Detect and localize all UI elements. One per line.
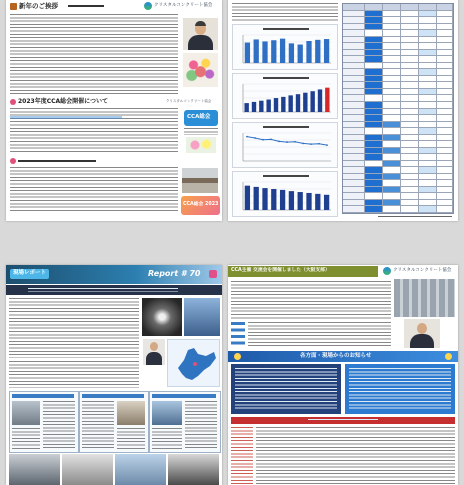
portrait-head bbox=[417, 323, 427, 334]
chart-point bbox=[278, 140, 280, 142]
card-photo bbox=[152, 401, 182, 425]
chart-bar bbox=[298, 45, 303, 63]
chart-bar bbox=[280, 190, 285, 210]
card-text bbox=[117, 428, 145, 449]
chart-bar bbox=[289, 43, 294, 63]
speaker-portrait-photo bbox=[404, 319, 440, 348]
construction-photo bbox=[184, 298, 220, 336]
meeting-result-body-text bbox=[10, 167, 178, 211]
chart-bar bbox=[288, 95, 292, 112]
section-bullet-icon bbox=[10, 158, 16, 164]
map-island-shape bbox=[168, 340, 219, 386]
chart-bar bbox=[324, 195, 329, 210]
site-statistics-table bbox=[342, 3, 454, 214]
title-bullet-icon bbox=[10, 3, 17, 10]
chart-point bbox=[246, 136, 248, 138]
portrait-hair bbox=[195, 21, 206, 26]
chart-bar bbox=[266, 100, 270, 112]
chart-bar bbox=[271, 40, 276, 63]
flowers-photo bbox=[186, 137, 216, 153]
chart-point bbox=[254, 137, 256, 139]
building-photo bbox=[394, 279, 455, 317]
chart-bar bbox=[324, 39, 329, 63]
newsletter-page-statistics bbox=[228, 0, 458, 221]
meeting-room-photo bbox=[182, 168, 218, 193]
map-site-marker bbox=[193, 362, 197, 366]
report-subtitle-text bbox=[28, 288, 178, 292]
chart-bar bbox=[274, 98, 278, 112]
announcement-box-text bbox=[349, 368, 451, 410]
report-accent-icon bbox=[209, 270, 217, 278]
chart-point bbox=[286, 141, 288, 143]
chart-title-line bbox=[263, 175, 309, 177]
chart-plot-3 bbox=[235, 131, 335, 166]
general-meeting-badge-label: CCA総会 bbox=[187, 114, 211, 120]
chart-bar bbox=[280, 39, 285, 63]
chart-point bbox=[310, 143, 312, 145]
flower-basket-photo bbox=[183, 53, 218, 87]
report-body-text-2 bbox=[9, 361, 139, 388]
chart-title-line bbox=[263, 77, 309, 79]
chart-plot-1 bbox=[235, 33, 335, 68]
table-cell bbox=[383, 206, 401, 213]
chart-series-line bbox=[247, 137, 327, 145]
chart-bar bbox=[315, 40, 320, 63]
portrait-head bbox=[150, 342, 158, 351]
table-cell bbox=[437, 206, 453, 213]
detail-label-marker bbox=[231, 322, 245, 346]
card-text bbox=[12, 428, 40, 449]
highlighted-text-line bbox=[10, 116, 122, 119]
exchange-meeting-details-text bbox=[248, 322, 391, 348]
site-report-tag: 現場レポート bbox=[10, 269, 49, 279]
chart-bar bbox=[306, 193, 311, 210]
chart-bar bbox=[306, 41, 311, 63]
section-logo-text: クリスタルコンクリート協会 bbox=[166, 99, 212, 103]
chart-panel-1 bbox=[232, 24, 338, 70]
section-heading-general-meeting: 2023年度CCA総会開催について bbox=[18, 98, 109, 105]
table-footnote-line bbox=[378, 216, 452, 217]
exchange-meeting-title: CCA主催 交流会を開催しました（大阪支部） bbox=[231, 268, 330, 273]
chart-point bbox=[262, 139, 264, 141]
greeting-author-line bbox=[68, 5, 104, 7]
hokkaido-map bbox=[167, 339, 220, 387]
chart-bar bbox=[315, 194, 320, 210]
chart-bar bbox=[262, 188, 267, 210]
notice-date-column bbox=[231, 427, 253, 484]
report-card-3 bbox=[149, 391, 221, 453]
newsletter-page-exchange-meeting bbox=[228, 265, 458, 485]
card-text bbox=[82, 401, 114, 449]
association-logo-text: クリスタルコンクリート協会 bbox=[393, 268, 452, 273]
association-logo-text: クリスタルコンクリート協会 bbox=[154, 3, 213, 8]
section-bullet-icon bbox=[10, 99, 16, 105]
table-cell bbox=[365, 206, 383, 213]
card-text bbox=[43, 401, 75, 449]
tunnel-photo bbox=[142, 298, 182, 336]
chart-point bbox=[326, 144, 328, 146]
logo-mark-icon bbox=[383, 267, 391, 275]
chairman-portrait-photo bbox=[183, 18, 218, 50]
site-photo-1 bbox=[9, 454, 60, 485]
exchange-meeting-body-text bbox=[231, 281, 391, 319]
site-photo-3 bbox=[115, 454, 166, 485]
card-photo bbox=[117, 401, 145, 425]
chart-title-line bbox=[263, 126, 309, 128]
general-meeting-2023-badge bbox=[181, 196, 220, 215]
chart-point bbox=[270, 138, 272, 140]
engineer-portrait-photo bbox=[143, 339, 165, 365]
greeting-body-text bbox=[10, 14, 178, 96]
chart-bar bbox=[254, 39, 259, 63]
announcement-box-text bbox=[235, 368, 337, 410]
chart-point bbox=[318, 143, 320, 145]
card-photo bbox=[12, 401, 40, 425]
report-card-2 bbox=[79, 391, 149, 453]
chart-bar bbox=[259, 101, 263, 112]
chart-bar bbox=[281, 97, 285, 112]
portrait-suit bbox=[188, 35, 213, 50]
banner-right-icon bbox=[445, 353, 452, 360]
site-photo-4 bbox=[168, 454, 219, 485]
newsletter-page-site-report bbox=[6, 265, 222, 485]
table-cell bbox=[401, 206, 419, 213]
chart-bar bbox=[318, 89, 322, 112]
table-cell bbox=[343, 206, 365, 213]
statistics-intro-text bbox=[232, 3, 338, 21]
section-heading-line bbox=[18, 160, 96, 162]
chart-bar bbox=[310, 91, 314, 112]
notice-heading-text bbox=[308, 419, 378, 422]
chart-plot-4 bbox=[235, 180, 335, 215]
chart-panel-2 bbox=[232, 73, 338, 119]
chart-point bbox=[294, 141, 296, 143]
chart-bar bbox=[252, 102, 256, 112]
portrait-suit bbox=[410, 334, 434, 348]
report-number: Report # 70 bbox=[148, 269, 201, 278]
chart-bar bbox=[254, 187, 259, 210]
chart-bar bbox=[303, 93, 307, 112]
chart-title-line bbox=[263, 28, 309, 30]
badge-caption-text bbox=[184, 128, 218, 135]
chart-bar bbox=[244, 103, 248, 112]
chart-panel-4 bbox=[232, 171, 338, 217]
announcement-box-left bbox=[231, 364, 341, 414]
card-text bbox=[152, 428, 182, 449]
chart-bar bbox=[296, 94, 300, 112]
card-text bbox=[185, 401, 217, 449]
chart-bar bbox=[262, 41, 267, 63]
report-body-text bbox=[9, 298, 139, 358]
banner-left-icon bbox=[234, 353, 241, 360]
general-meeting-badge bbox=[184, 110, 218, 126]
general-meeting-body-text bbox=[10, 108, 178, 152]
general-meeting-2023-badge-label: CCA総会 2023 bbox=[183, 202, 219, 207]
table-row bbox=[343, 206, 453, 213]
chart-bar bbox=[245, 186, 250, 210]
chart-point bbox=[302, 143, 304, 145]
chart-bar bbox=[325, 88, 329, 112]
card-heading-bar bbox=[152, 394, 216, 398]
announcements-banner-label: 各方面・現場からのお知らせ bbox=[300, 353, 372, 359]
announcement-box-right bbox=[345, 364, 455, 414]
logo-mark-icon bbox=[144, 2, 152, 10]
site-photo-2 bbox=[62, 454, 113, 485]
chart-bar bbox=[245, 43, 250, 63]
chart-bar bbox=[289, 191, 294, 210]
chart-plot-2 bbox=[235, 82, 335, 117]
card-heading-bar bbox=[12, 394, 74, 398]
greeting-title: 新年のご挨拶 bbox=[19, 2, 58, 10]
portrait-suit bbox=[146, 352, 162, 365]
newsletter-page-greeting bbox=[6, 0, 222, 221]
chart-bar bbox=[271, 189, 276, 210]
chart-panel-3 bbox=[232, 122, 338, 168]
table-cell bbox=[419, 206, 437, 213]
notice-list-text bbox=[256, 427, 455, 484]
chart-bar bbox=[298, 192, 303, 210]
card-heading-bar bbox=[82, 394, 144, 398]
report-card-1 bbox=[9, 391, 79, 453]
